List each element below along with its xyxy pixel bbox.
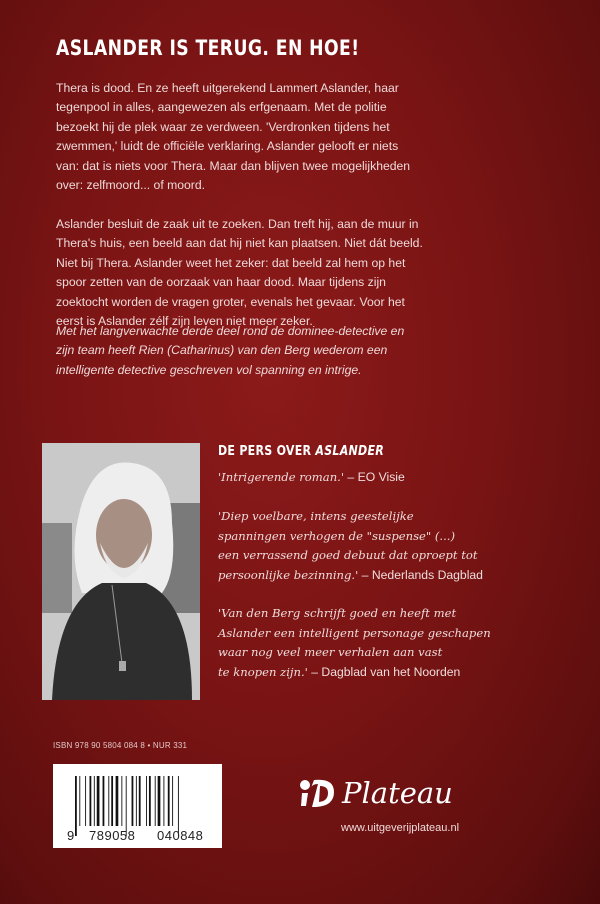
text-line: zwemmen,' luidt de officiële verklaring. Aslander gelooft er niets bbox=[56, 139, 399, 154]
text-line: zijn team heeft Rien (Catharinus) van den Berg wederom een bbox=[56, 343, 388, 358]
quote-text: persoonlijke bezinning.' bbox=[218, 567, 359, 582]
barcode-digit-prefix: 9 bbox=[67, 828, 75, 843]
barcode-digits-left: 789058 bbox=[89, 828, 136, 843]
barcode-bar bbox=[79, 776, 80, 826]
text-line: eerst is Aslander zélf zijn leven niet meer zeker. bbox=[56, 314, 313, 329]
barcode-bar bbox=[136, 776, 137, 826]
publisher-logo bbox=[298, 776, 453, 810]
text-line: over: zelfmoord... of moord. bbox=[56, 178, 206, 193]
quote-text: 'Diep voelbare, intens geestelijke bbox=[218, 509, 414, 523]
text-line: Thera's huis, een beeld aan dat hij niet kan plaatsen. Niet dát beeld. bbox=[56, 236, 423, 251]
text-line: tegenpool in alles, aangewezen als erfgenaam. Met de politie bbox=[56, 100, 387, 115]
text-line: spoor zetten van de oorzaak van haar dood. Maar tijdens zijn bbox=[56, 275, 386, 290]
barcode-bar bbox=[126, 776, 127, 836]
blurb-paragraph-2 bbox=[56, 215, 423, 331]
barcode-bar bbox=[116, 776, 119, 826]
quote-text: te knopen zijn.' bbox=[218, 664, 308, 679]
barcode-bar bbox=[149, 776, 151, 826]
barcode bbox=[53, 764, 222, 848]
press-heading-text: DE PERS OVER bbox=[218, 444, 316, 459]
blurb-paragraph-1 bbox=[56, 79, 410, 195]
quote-text: een verrassend goed debuut dat oproept tot bbox=[218, 548, 478, 562]
text-line: van: dat is niets voor Thera. Maar dan blijven twee mogelijkheden bbox=[56, 158, 411, 173]
text-line: intelligente detective geschreven vol spanning en intrige. bbox=[56, 362, 362, 377]
barcode-bar bbox=[108, 776, 109, 826]
barcode-bar bbox=[121, 776, 122, 826]
text-line: bezoekt hij de plek waar ze verdween. 'Verdronken tijdens het bbox=[56, 119, 390, 134]
press-heading bbox=[218, 444, 384, 459]
publisher-url[interactable]: www.uitgeverijplateau.nl bbox=[341, 822, 460, 834]
barcode-digits-right: 040848 bbox=[157, 828, 204, 843]
quote-text: waar nog veel meer verhalen aan vast bbox=[218, 645, 443, 659]
barcode-bar bbox=[111, 776, 113, 826]
barcode-bar bbox=[103, 776, 105, 826]
back-cover-title: ASLANDER IS TERUG. EN HOE! bbox=[56, 36, 360, 60]
press-heading-book-title: ASLANDER bbox=[315, 444, 385, 459]
text-line: zoektocht worden de vragen groter, evenals het gevaar. Voor het bbox=[56, 294, 405, 309]
text-line: Niet bij Thera. Aslander weet het zeker: dat beeld zal hem op het bbox=[56, 255, 406, 270]
press-quote bbox=[218, 468, 405, 488]
press-quote bbox=[218, 604, 491, 682]
barcode-bar bbox=[97, 776, 100, 826]
barcode-bar bbox=[139, 776, 141, 826]
text-line: Aslander besluit de zaak uit te zoeken. Dan treft hij, aan de muur in bbox=[56, 217, 419, 231]
barcode-bar bbox=[90, 776, 92, 826]
barcode-bar bbox=[178, 776, 179, 836]
barcode-bar bbox=[158, 776, 161, 826]
barcode-bar bbox=[94, 776, 95, 826]
quote-source: – Dagblad van het Noorden bbox=[307, 664, 461, 679]
text-line: Met het langverwachte derde deel rond de dominee-detective en bbox=[56, 324, 405, 338]
quote-text: 'Van den Berg schrijft goed en heeft met bbox=[218, 606, 457, 620]
quote-text: Aslander een intelligent personage geschapen bbox=[218, 625, 491, 640]
text-line: Thera is dood. En ze heeft uitgerekend Lammert Aslander, haar bbox=[56, 81, 399, 95]
barcode-bar bbox=[132, 776, 134, 826]
barcode-bar bbox=[172, 776, 173, 826]
author-photo bbox=[42, 443, 200, 700]
quote-text: spanningen verhogen de "suspense" (...) bbox=[218, 528, 456, 543]
isbn-text: ISBN 978 90 5804 084 8 • NUR 331 bbox=[53, 741, 188, 750]
blurb-paragraph-3 bbox=[56, 322, 404, 380]
press-quote bbox=[218, 507, 483, 585]
quote-text: 'Intrigerende roman.' bbox=[218, 470, 345, 484]
plateau-logo-icon bbox=[298, 776, 336, 810]
barcode-bar bbox=[75, 776, 77, 836]
quote-source: – EO Visie bbox=[344, 470, 405, 484]
barcode-bar bbox=[146, 776, 147, 826]
barcode-bar bbox=[155, 776, 156, 826]
barcode-bar bbox=[85, 776, 86, 826]
barcode-bar bbox=[163, 776, 164, 826]
publisher-name: Plateau bbox=[342, 776, 453, 810]
barcode-bar bbox=[168, 776, 170, 826]
quote-source: – Nederlands Dagblad bbox=[358, 567, 483, 582]
